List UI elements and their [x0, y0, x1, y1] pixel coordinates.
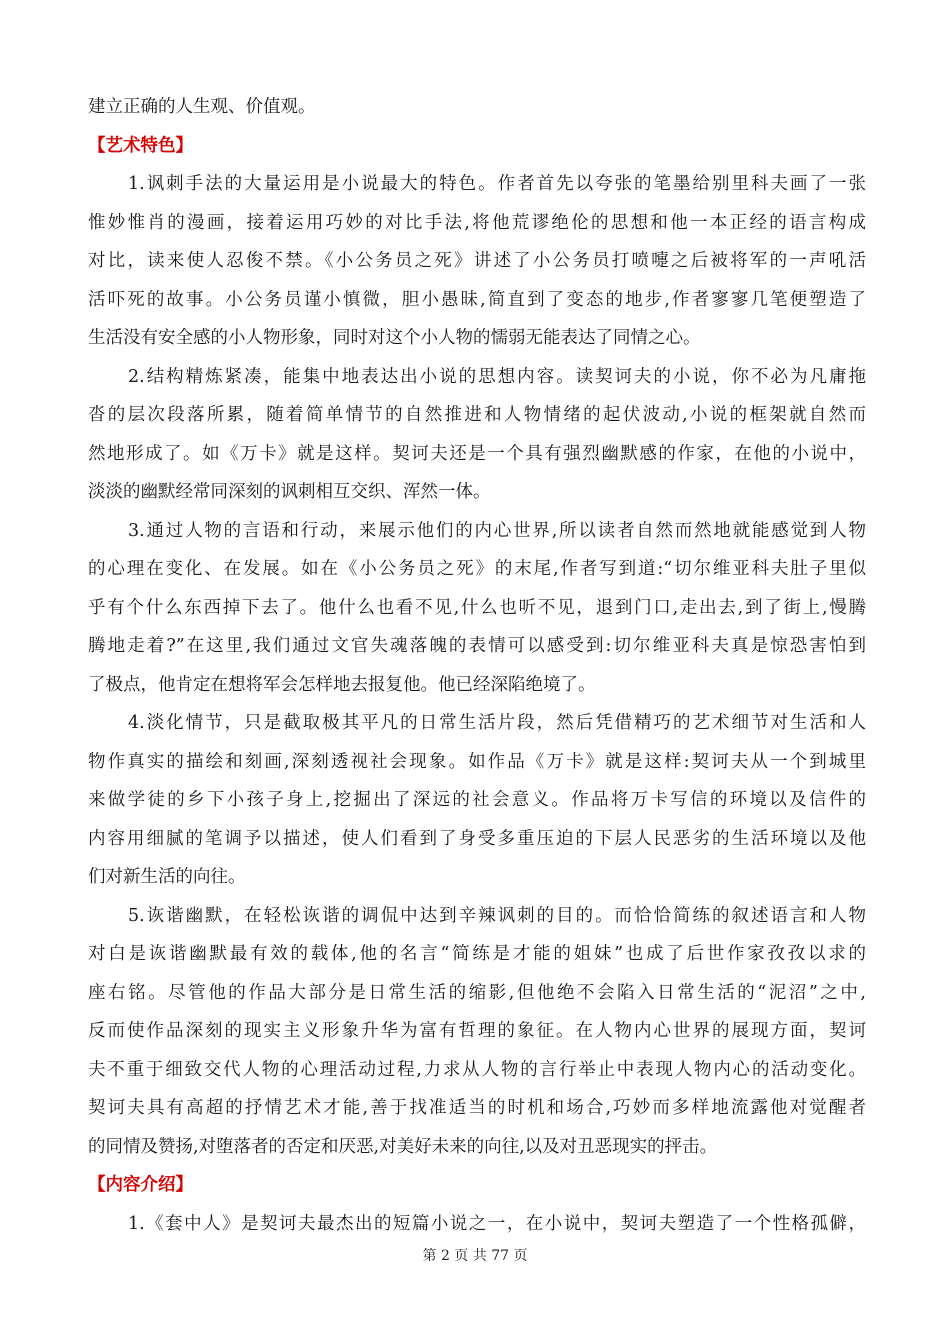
paragraph-line: 4.淡化情节，只是截取极其平凡的日常生活片段，然后凭借精巧的艺术细节对生活和人 [128, 713, 866, 733]
intro-tail-text: 建立正确的人生观、价值观。 [88, 97, 316, 117]
paragraph-line: 了极点，他肯定在想将军会怎样地去报复他。他已经深陷绝境了。 [88, 674, 596, 695]
paragraph-line: 惟妙惟肖的漫画，接着运用巧妙的对比手法,将他荒谬绝伦的思想和他一本正经的语言构成 [88, 212, 866, 233]
paragraph-line: 对比，读来使人忍俊不禁。《小公务员之死》讲述了小公务员打喷嚏之后被将军的一声吼活 [88, 251, 866, 271]
paragraph-line: 契诃夫具有高超的抒情艺术才能,善于找准适当的时机和场合,巧妙而多样地流露他对觉醒者 [88, 1098, 866, 1118]
art-paragraph-2 [88, 358, 866, 512]
paragraph-line: 们对新生活的向往。 [88, 867, 246, 887]
paragraph-line: 腾地走着?”在这里,我们通过文官失魂落魄的表情可以感受到:切尔维亚科夫真是惊恐害怕到 [88, 636, 866, 656]
paragraph-line: 生活没有安全感的小人物形象，同时对这个小人物的懦弱无能表达了同情之心。 [88, 328, 701, 348]
paragraph-line: 活吓死的故事。小公务员谨小慎微，胆小愚昧,简直到了变态的地步,作者寥寥几笔便塑造了 [88, 289, 866, 310]
art-paragraph-1 [88, 165, 866, 358]
paragraph-line: 反而使作品深刻的现实主义形象升华为富有哲理的象征。在人物内心世界的展现方面，契诃 [88, 1021, 866, 1041]
paragraph-line: 乎有个什么东西掉下去了。他什么也看不见,什么也听不见，退到门口,走出去,到了街上,慢腾 [88, 597, 866, 618]
paragraph-line: 内容用细腻的笔调予以描述，使人们看到了身受多重压迫的下层人民恶劣的生活环境以及他 [88, 828, 866, 849]
content-paragraph-1 [88, 1205, 866, 1244]
paragraph-line: 对白是诙谐幽默最有效的载体,他的名言“简练是才能的姐妹”也成了后世作家孜孜以求的 [88, 944, 866, 964]
paragraph-line: 3.通过人物的言语和行动，来展示他们的内心世界,所以读者自然而然地就能感觉到人物 [128, 520, 866, 541]
art-paragraph-4 [88, 704, 866, 897]
paragraph-line: 来做学徒的乡下小孩子身上,挖掘出了深远的社会意义。作品将万卡写信的环境以及信件的 [88, 790, 866, 810]
paragraph-line: 然地形成了。如《万卡》就是这样。契诃夫还是一个具有强烈幽默感的作家，在他的小说中， [88, 443, 866, 464]
paragraph-line: 的心理在变化、在发展。如在《小公务员之死》的末尾,作者写到道:“切尔维亚科夫肚子里似 [88, 559, 866, 579]
paragraph-line: 物作真实的描绘和刻画,深刻透视社会现象。如作品《万卡》就是这样:契诃夫从一个到城里 [88, 751, 866, 772]
content-intro-heading: 【内容介绍】 [88, 1175, 193, 1195]
paragraph-line: 淡淡的幽默经常同深刻的讽刺相互交织、浑然一体。 [88, 482, 491, 502]
document-page [88, 88, 866, 1243]
paragraph-line: 1.讽刺手法的大量运用是小说最大的特色。作者首先以夸张的笔墨给别里科夫画了一张 [128, 174, 866, 194]
page-number-footer: 第 2 页 共 77 页 [422, 1248, 528, 1264]
paragraph-line: 1.《套中人》是契诃夫最杰出的短篇小说之一，在小说中，契诃夫塑造了一个性格孤僻， [128, 1213, 866, 1234]
paragraph-line: 2.结构精炼紧凑，能集中地表达出小说的思想内容。读契诃夫的小说，你不必为凡庸拖 [128, 366, 866, 387]
paragraph-line: 座右铭。尽管他的作品大部分是日常生活的缩影,但他绝不会陷入日常生活的“泥沼”之中, [88, 982, 866, 1003]
paragraph-line: 沓的层次段落所累，随着简单情节的自然推进和人物情绪的起伏波动,小说的框架就自然而 [88, 405, 866, 425]
paragraph-line: 5.诙谐幽默，在轻松诙谐的调侃中达到辛辣讽刺的目的。而恰恰简练的叙述语言和人物 [128, 905, 866, 926]
paragraph-line: 夫不重于细致交代人物的心理活动过程,力求从人物的言行举止中表现人物内心的活动变化。 [88, 1059, 866, 1080]
paragraph-line: 的同情及赞扬,对堕落者的否定和厌恶,对美好未来的向往,以及对丑恶现实的抨击。 [88, 1136, 718, 1157]
art-paragraph-3 [88, 512, 866, 705]
art-features-heading: 【艺术特色】 [88, 135, 193, 156]
art-paragraph-5 [88, 897, 866, 1167]
